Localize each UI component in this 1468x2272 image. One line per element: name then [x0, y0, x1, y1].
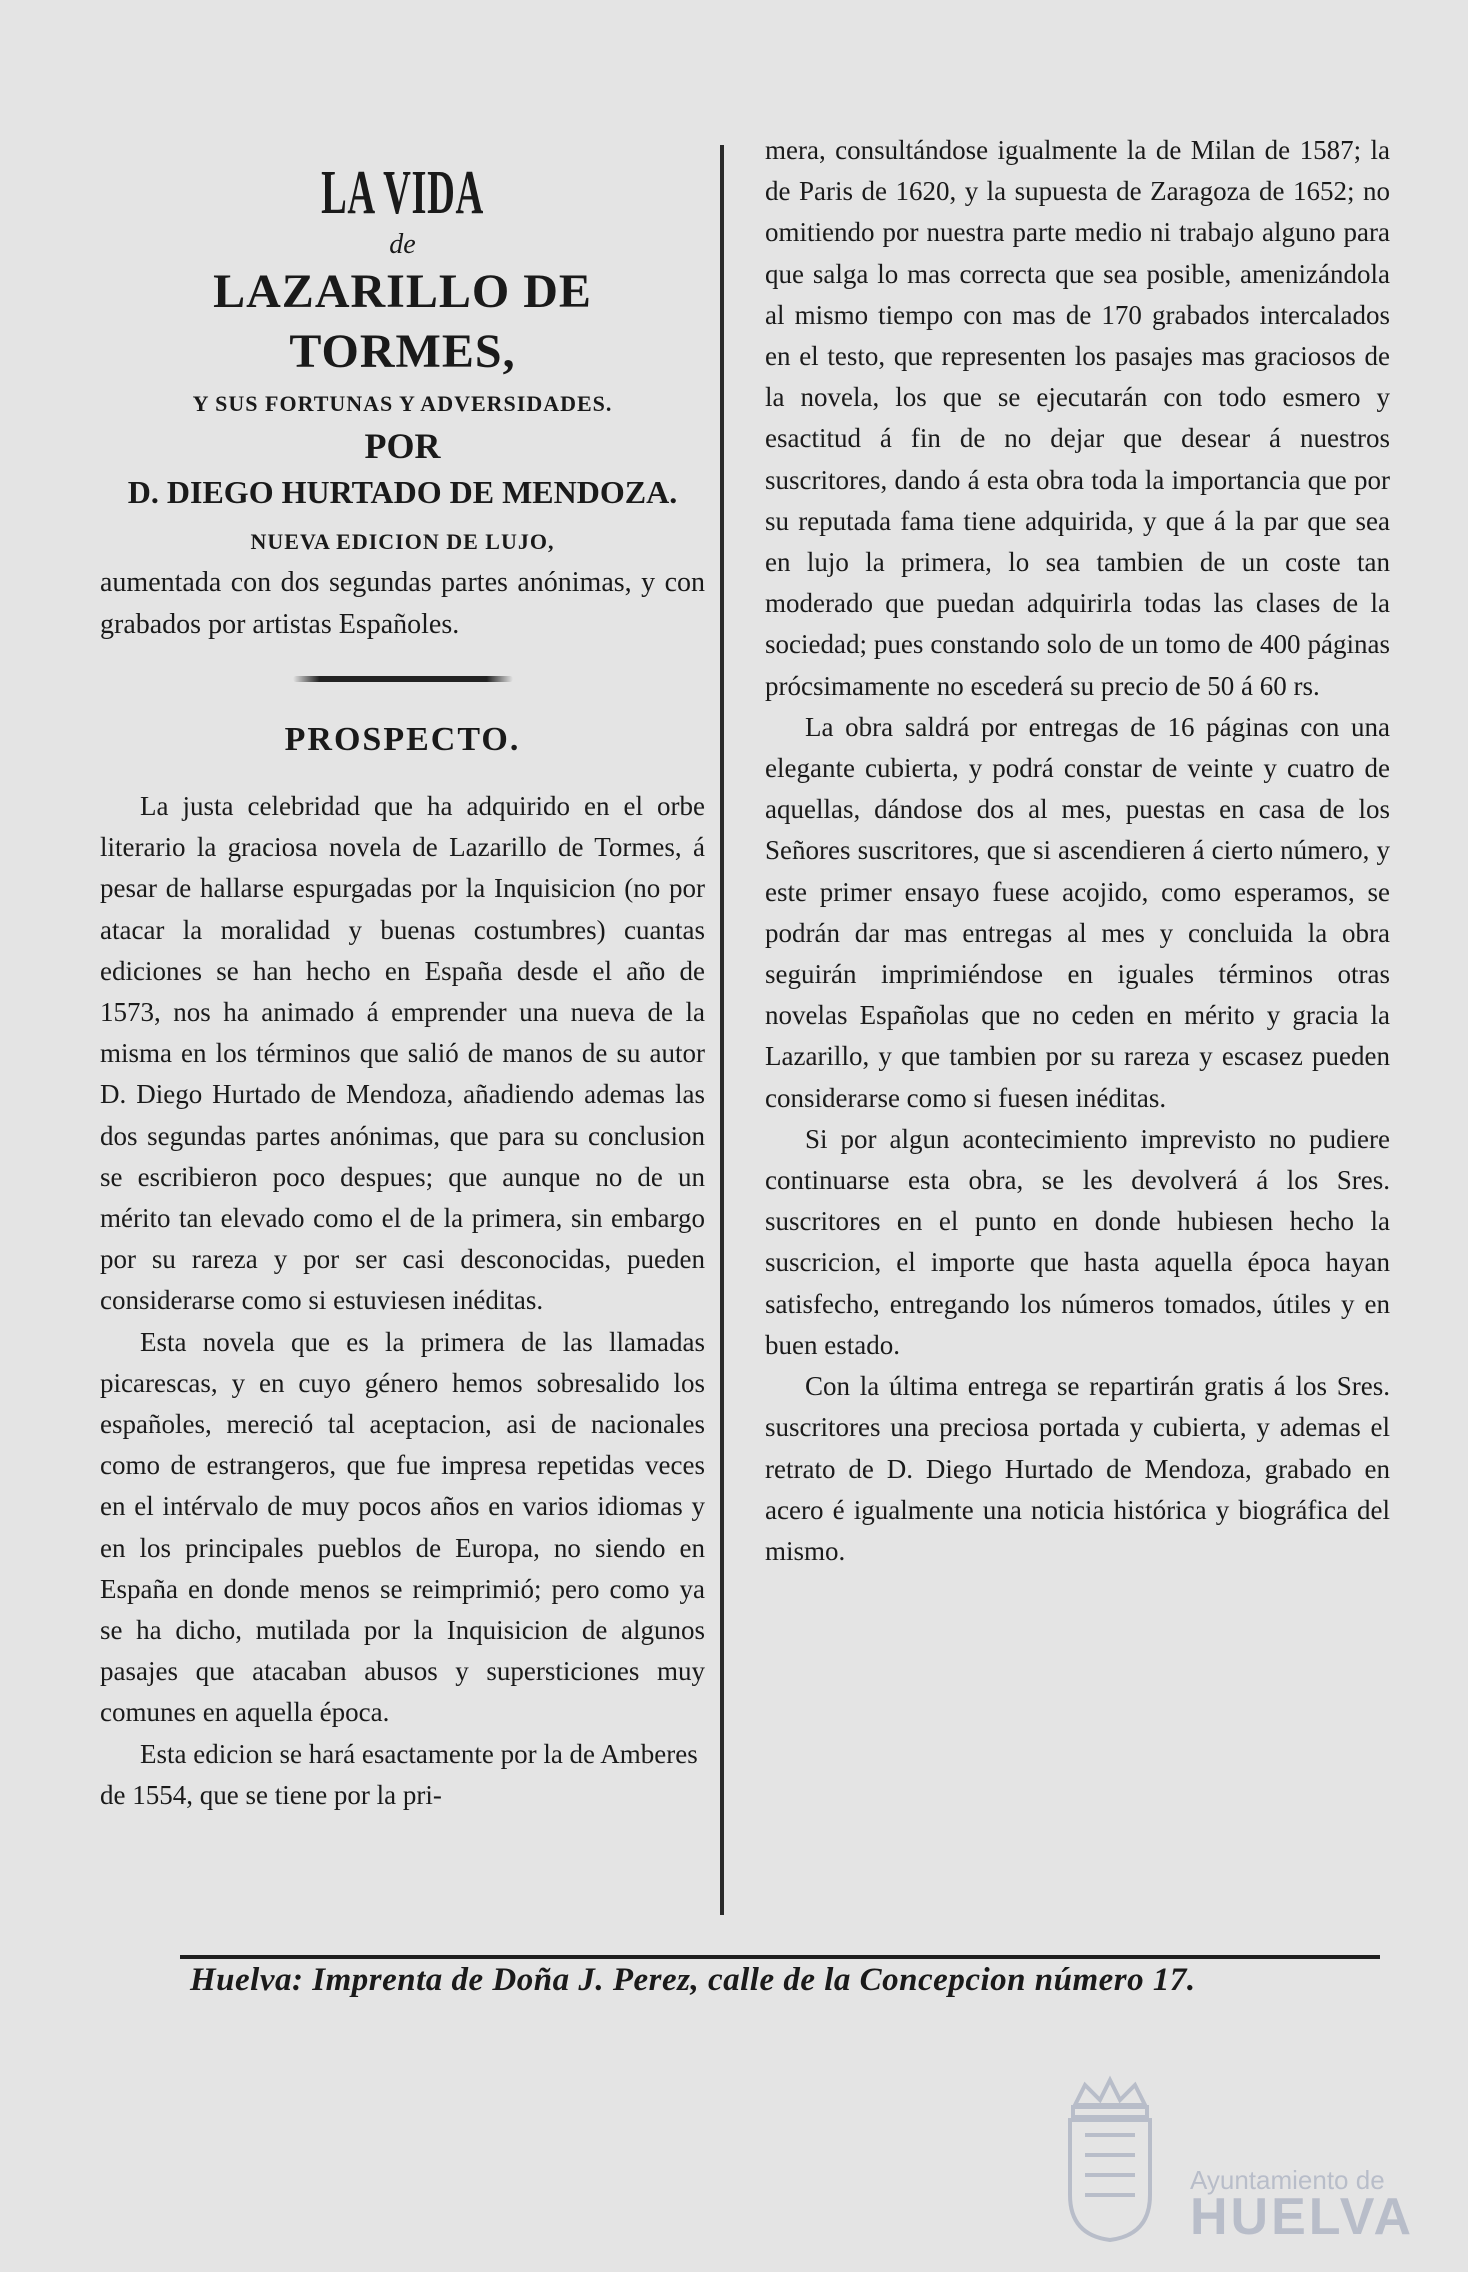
watermark-line2: HUELVA	[1190, 2188, 1415, 2246]
paragraph: Esta novela que es la primera de las llamadas picarescas, y en cuyo género hemos sobresalido los españoles, mereció tal aceptacion, asi de nacionales como de estrangeros, que fue impresa repetidas veces en el intérvalo de muy pocos años en varios idiomas y en los principales pueblos de Europa, no siendo en España en donde menos se reimprimió; pero como ya se ha dicho, mutilada por la Inquisicion de algunos pasajes que atacaban abusos y supersticiones muy comunes en aquella época.	[100, 1326, 705, 1728]
title-lazarillo: LAZARILLO DE TORMES,	[213, 265, 592, 378]
edition-description: aumentada con dos segundas partes anónimas, y con grabados por artistas Españoles.	[100, 567, 705, 640]
ornamental-rule	[293, 676, 513, 682]
right-column	[765, 130, 1390, 1572]
paragraph: Esta edicion se hará esactamente por la de Amberes de 1554, que se tiene por la pri-	[100, 1738, 698, 1810]
title-por: POR	[364, 426, 441, 466]
author-name: D. DIEGO HURTADO DE MENDOZA.	[127, 474, 678, 510]
title-de: de	[389, 229, 416, 260]
title-la-vida: LA VIDA	[321, 159, 484, 227]
paragraph-continuation: mera, consultándose igualmente la de Milan de 1587; la de Paris de 1620, y la supuesta de Zaragoza de 1652; no omitiendo por nuestra parte medio ni trabajo alguno para que salga lo mas correcta que sea posible, amenizándola al mismo tiempo con mas de 170 grabados intercalados en el testo, que representen los pasajes mas graciosos de la novela, los que se ejecutarán con todo esmero y esactitud á fin de no dejar que desear á nuestros suscritores, dando á esta obra toda la importancia que por su reputada fama tiene adquirida, y que á la par que sea en lujo la primera, lo sea tambien de un coste tan moderado que puedan adquirirla todas las clases de la sociedad; pues constando solo de un tomo de 400 páginas prócsimamente no escederá su precio de 50 á 60 rs.	[765, 135, 1390, 701]
paragraph: Con la última entrega se repartirán gratis á los Sres. suscritores una preciosa portada y cubierta, y ademas el retrato de D. Diego Hurtado de Mendoza, grabado en acero é igualmente una noticia histórica y biográfica del mismo.	[765, 1371, 1390, 1566]
printer-imprint: Huelva: Imprenta de Doña J. Perez, calle de la Concepcion número 17.	[190, 1962, 1196, 1998]
crest-icon	[1055, 2075, 1165, 2245]
paragraph: Si por algun acontecimiento imprevisto no pudiere continuarse esta obra, se les devolverá á los Sres. suscritores en el punto en donde hubiesen hecho la suscricion, el importe que hasta aquella época hayan satisfecho, entregando los números tomados, útiles y en buen estado.	[765, 1123, 1390, 1360]
title-subtitle: Y SUS FORTUNAS Y ADVERSIDADES.	[192, 391, 613, 416]
edition-line: NUEVA EDICION DE LUJO,	[250, 529, 555, 554]
watermark	[1055, 2075, 1415, 2246]
footer-rule	[180, 1955, 1380, 1959]
left-column	[100, 130, 705, 1816]
paragraph: La justa celebridad que ha adquirido en el orbe literario la graciosa novela de Lazarillo de Tormes, á pesar de hallarse espurgadas por la Inquisicion (no por atacar la moralidad y buenas costumbres) cuantas ediciones se han hecho en España desde el año de 1573, nos ha animado á emprender una nueva de la misma en los términos que salió de manos de su autor D. Diego Hurtado de Mendoza, añadiendo ademas las dos segundas partes anónimas, que para su conclusion se escribieron poco despues; que aunque no de un mérito tan elevado como el de la primera, sin embargo por su rareza y por ser casi desconocidas, pueden considerarse como si estuviesen inéditas.	[100, 791, 705, 1316]
column-divider	[720, 145, 724, 1915]
prospecto-heading: PROSPECTO.	[284, 721, 521, 758]
watermark-line1: Ayuntamiento de	[1190, 2165, 1385, 2195]
paragraph: La obra saldrá por entregas de 16 páginas con una elegante cubierta, y podrá constar de veinte y cuatro de aquellas, dándose dos al mes, puestas en casa de los Señores suscritores, que si ascendieren á cierto número, y este primer ensayo fuese acojido, como esperamos, se podrán dar mas entregas al mes y concluida la obra seguirán imprimiéndose en iguales términos otras novelas Españolas que no ceden en mérito y gracia la Lazarillo, y que tambien por su rareza y escasez pueden considerarse como si fuesen inéditas.	[765, 711, 1390, 1113]
